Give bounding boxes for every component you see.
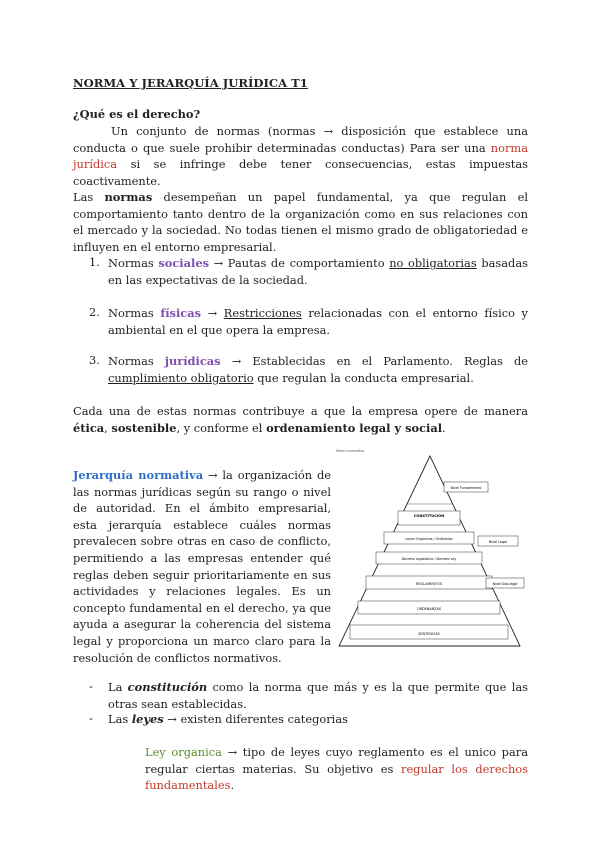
intro-paragraph: Un conjunto de normas (normas → disposición que establece una conducta o que suele prohibir determinadas conductas) Para ser una norma jurídica si se infringe debe tener consecuencias, estas impuestas coactivamente. xyxy=(73,124,528,188)
pyramid-level: CONSTITUCIÓN xyxy=(413,514,445,518)
pyramid-outline xyxy=(339,456,520,646)
ley-organica-paragraph: Ley organica → tipo de leyes cuyo reglamento es el unico para regular ciertas materias. Su objetivo es regular los derechos fundamentales. xyxy=(145,745,528,793)
conclusion-paragraph: Cada una de estas normas contribuye a que la empresa opere de manera ética, sostenible, y conforme el ordenamiento legal y social. xyxy=(73,404,528,435)
question-heading: ¿Qué es el derecho? xyxy=(73,107,201,121)
list-item: Normas físicas → Restricciones relacionadas con el entorno físico y ambiental en el que opera la empresa. xyxy=(108,306,528,337)
pyramid-header: Nivel normativo xyxy=(336,449,365,453)
normas-paragraph: Las normas desempeñan un papel fundamental, ya que regulan el comportamiento tanto dentro de la organización como en sus relaciones con el mercado y la sociedad. No todas tienen el mismo grado de obligatoriedad e influyen en el entorno empresarial. xyxy=(73,190,528,254)
jerarquia-paragraph: Jerarquía normativa → la organización de las normas jurídicas según su rango o nivel de autoridad. En el ámbito empresarial, esta jerarquía establece cuáles normas prevalecen sobre otras en caso de conflicto, permitiendo a las empresas entender qué reglas deben seguir prioritariamente en sus actividades y relaciones legales. Es un concepto fundamental en el derecho, ya que ayuda a asegurar la coherencia del sistema legal y proporciona un marco claro para la resolución de conflictos normativos. xyxy=(73,468,332,665)
pyramid-level: SENTENCIAS xyxy=(418,632,440,636)
norma-juridica-highlight: norma jurídica xyxy=(73,140,528,172)
pyramid-level: ORDENANZAS xyxy=(417,607,441,611)
list-item: Normas jurídicas → Establecidas en el Parlamento. Reglas de cumplimiento obligatorio que regulan la conducta empresarial. xyxy=(108,354,529,385)
list-item: Las leyes → existen diferentes categorias xyxy=(108,712,348,726)
side-label: Nivel Sub-legal xyxy=(492,582,518,586)
side-label: Nivel Legal xyxy=(488,540,508,544)
side-label: Nivel Fundamental xyxy=(450,486,482,490)
list-item: Normas sociales → Pautas de comportamiento no obligatorias basadas en las expectativas de la sociedad. xyxy=(108,256,528,287)
pyramid-level: Leyes Orgánicas / Ordinarias xyxy=(405,537,453,541)
pyramid-level: Decreto Legislativo / Decreto Ley xyxy=(401,557,457,561)
pyramid-diagram xyxy=(336,446,526,652)
page-title: NORMA Y JERARQUÍA JURÍDICA T1 xyxy=(73,76,308,90)
pyramid-level: REGLAMENTOS xyxy=(416,582,442,586)
list-item: La constitución como la norma que más y es la que permite que las otras sean establecidas. xyxy=(108,680,528,711)
